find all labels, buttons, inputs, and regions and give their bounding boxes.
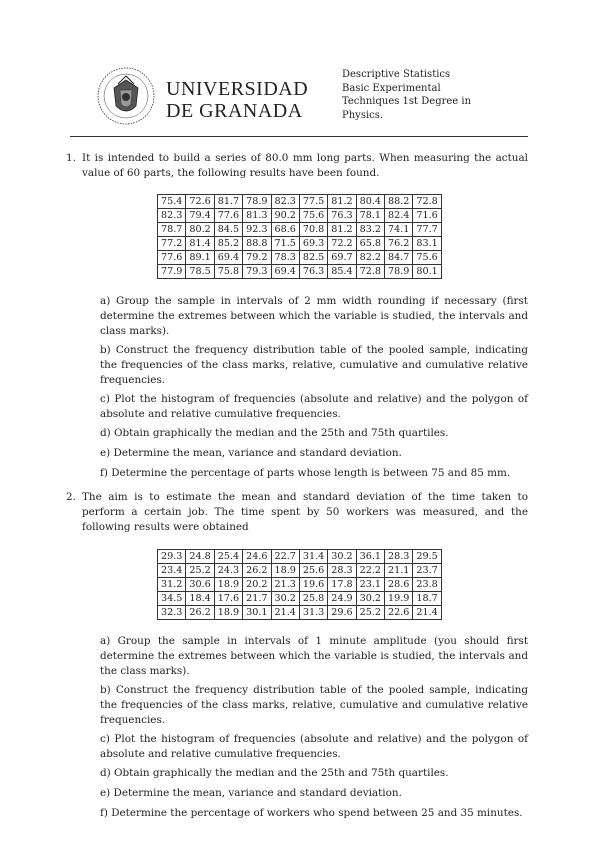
table-row [158, 251, 442, 265]
table-cell: 77.6 [158, 251, 186, 265]
university-name-line2: DE GRANADA [166, 100, 303, 122]
course-line: Physics. [342, 109, 384, 121]
table-cell: 21.4 [271, 606, 299, 620]
table-cell: 26.2 [243, 564, 271, 578]
question-number: 2. [66, 491, 76, 503]
table-cell: 83.2 [356, 223, 384, 237]
table-cell: 69.3 [299, 237, 327, 251]
question-number: 1. [66, 152, 76, 164]
table-cell: 80.4 [356, 195, 384, 209]
table-cell: 77.9 [158, 265, 186, 279]
table-cell: 72.6 [186, 195, 214, 209]
table-cell: 23.8 [413, 578, 441, 592]
table-cell: 77.6 [214, 209, 242, 223]
table-cell: 28.3 [385, 550, 413, 564]
table-cell: 36.1 [356, 550, 384, 564]
table-cell: 68.6 [271, 223, 299, 237]
table-row [158, 223, 442, 237]
table-cell: 92.3 [243, 223, 271, 237]
table-cell: 23.4 [158, 564, 186, 578]
table-cell: 78.9 [243, 195, 271, 209]
table-cell: 75.6 [413, 251, 441, 265]
table-cell: 81.2 [328, 195, 356, 209]
table-cell: 32.3 [158, 606, 186, 620]
table-cell: 82.3 [271, 195, 299, 209]
table-cell: 18.9 [271, 564, 299, 578]
table-cell: 24.6 [243, 550, 271, 564]
table-cell: 77.7 [413, 223, 441, 237]
table-cell: 79.3 [243, 265, 271, 279]
table-cell: 80.2 [186, 223, 214, 237]
question-1-data-table [157, 194, 442, 279]
table-cell: 29.5 [413, 550, 441, 564]
table-cell: 21.7 [243, 592, 271, 606]
table-row [158, 237, 442, 251]
table-cell: 80.1 [413, 265, 441, 279]
table-cell: 76.3 [328, 209, 356, 223]
table-cell: 81.2 [328, 223, 356, 237]
table-cell: 85.4 [328, 265, 356, 279]
table-row [158, 265, 442, 279]
table-cell: 18.4 [186, 592, 214, 606]
q1-part-d: d) Obtain graphically the median and the 25th and 75th quartiles. [100, 427, 449, 439]
question-2-intro [66, 490, 528, 535]
table-row [158, 564, 442, 578]
table-cell: 72.2 [328, 237, 356, 251]
table-cell: 81.3 [243, 209, 271, 223]
university-name-line1: UNIVERSIDAD [166, 78, 309, 100]
q2-part-a: a) Group the sample in intervals of 1 minute amplitude (you should first determine the extremes between which the variable is studied, the intervals and the class marks). [100, 635, 528, 677]
table-cell: 30.2 [271, 592, 299, 606]
table-cell: 82.4 [385, 209, 413, 223]
table-cell: 29.6 [328, 606, 356, 620]
table-cell: 78.1 [356, 209, 384, 223]
table-cell: 23.1 [356, 578, 384, 592]
table-cell: 25.2 [186, 564, 214, 578]
table-cell: 78.9 [385, 265, 413, 279]
table-cell: 76.2 [385, 237, 413, 251]
table-cell: 20.2 [243, 578, 271, 592]
university-name [166, 78, 308, 122]
table-cell: 78.3 [271, 251, 299, 265]
table-cell: 77.2 [158, 237, 186, 251]
table-cell: 77.5 [299, 195, 327, 209]
table-cell: 30.6 [186, 578, 214, 592]
table-cell: 25.4 [214, 550, 242, 564]
q1-part-c: c) Plot the histogram of frequencies (absolute and relative) and the polygon of absolute and relative cumulative frequencies. [100, 393, 528, 420]
course-line: Descriptive Statistics [342, 69, 451, 80]
question-1-intro [66, 151, 528, 181]
university-seal-icon [96, 66, 156, 126]
table-cell: 23.7 [413, 564, 441, 578]
table-cell: 30.1 [243, 606, 271, 620]
table-cell: 18.9 [214, 606, 242, 620]
table-cell: 31.3 [299, 606, 327, 620]
table-cell: 79.2 [243, 251, 271, 265]
table-cell: 71.6 [413, 209, 441, 223]
table-cell: 82.2 [356, 251, 384, 265]
table-cell: 22.7 [271, 550, 299, 564]
table-cell: 74.1 [385, 223, 413, 237]
table-cell: 79.4 [186, 209, 214, 223]
table-cell: 69.4 [271, 265, 299, 279]
table-cell: 19.6 [299, 578, 327, 592]
table-cell: 90.2 [271, 209, 299, 223]
table-cell: 31.4 [299, 550, 327, 564]
course-line: Basic Experimental [342, 82, 441, 94]
table-cell: 25.2 [356, 606, 384, 620]
table-row [158, 195, 442, 209]
table-cell: 84.7 [385, 251, 413, 265]
q1-part-e: e) Determine the mean, variance and standard deviation. [100, 447, 402, 459]
table-cell: 69.4 [214, 251, 242, 265]
table-cell: 70.8 [299, 223, 327, 237]
q2-part-d: d) Obtain graphically the median and the 25th and 75th quartiles. [100, 767, 449, 779]
table-cell: 22.2 [356, 564, 384, 578]
table-cell: 85.2 [214, 237, 242, 251]
table-cell: 28.3 [328, 564, 356, 578]
table-cell: 83.1 [413, 237, 441, 251]
table-cell: 24.8 [186, 550, 214, 564]
course-info [342, 68, 532, 122]
table-cell: 28.6 [385, 578, 413, 592]
table-cell: 30.2 [356, 592, 384, 606]
table-cell: 72.8 [356, 265, 384, 279]
table-cell: 88.8 [243, 237, 271, 251]
q2-part-c: c) Plot the histogram of frequencies (absolute and relative) and the polygon of absolute and relative cumulative frequencies. [100, 733, 528, 760]
table-cell: 84.5 [214, 223, 242, 237]
table-cell: 18.9 [214, 578, 242, 592]
table-cell: 34.5 [158, 592, 186, 606]
table-cell: 21.1 [385, 564, 413, 578]
table-cell: 78.5 [186, 265, 214, 279]
q1-part-a: a) Group the sample in intervals of 2 mm width rounding if necessary (first determine the extremes between which the variable is studied, the intervals and class marks). [100, 295, 528, 337]
question-2-data-table [157, 549, 442, 620]
table-cell: 75.8 [214, 265, 242, 279]
table-cell: 25.8 [299, 592, 327, 606]
table-cell: 17.8 [328, 578, 356, 592]
table-row [158, 209, 442, 223]
table-cell: 81.7 [214, 195, 242, 209]
q1-part-f: f) Determine the percentage of parts whose length is between 75 and 85 mm. [100, 467, 511, 479]
table-cell: 82.3 [158, 209, 186, 223]
q2-part-e: e) Determine the mean, variance and standard deviation. [100, 787, 402, 799]
table-cell: 30.2 [328, 550, 356, 564]
table-cell: 22.6 [385, 606, 413, 620]
question-text: The aim is to estimate the mean and standard deviation of the time taken to perform a certain job. The time spent by 50 workers was measured, and the following results were obtained [82, 491, 528, 533]
table-cell: 75.6 [299, 209, 327, 223]
table-cell: 72.8 [413, 195, 441, 209]
table-cell: 75.4 [158, 195, 186, 209]
table-cell: 89.1 [186, 251, 214, 265]
header-divider [70, 136, 528, 137]
table-cell: 29.3 [158, 550, 186, 564]
table-cell: 69.7 [328, 251, 356, 265]
table-row [158, 592, 442, 606]
table-cell: 76.3 [299, 265, 327, 279]
table-cell: 82.5 [299, 251, 327, 265]
course-line: Techniques 1st Degree in [342, 96, 472, 107]
q2-part-f: f) Determine the percentage of workers who spend between 25 and 35 minutes. [100, 807, 523, 819]
table-cell: 81.4 [186, 237, 214, 251]
table-cell: 31.2 [158, 578, 186, 592]
table-cell: 21.3 [271, 578, 299, 592]
q2-part-b: b) Construct the frequency distribution table of the pooled sample, indicating the frequencies of the class marks, relative, cumulative and cumulative relative frequencies. [100, 684, 528, 726]
q1-part-b: b) Construct the frequency distribution table of the pooled sample, indicating the frequencies of the class marks, relative, cumulative and cumulative relative frequencies. [100, 344, 528, 386]
table-cell: 18.7 [413, 592, 441, 606]
table-row [158, 606, 442, 620]
table-cell: 17.6 [214, 592, 242, 606]
table-cell: 24.9 [328, 592, 356, 606]
table-cell: 19.9 [385, 592, 413, 606]
question-text: It is intended to build a series of 80.0 mm long parts. When measuring the actual value of 60 parts, the following results have been found. [82, 152, 528, 179]
table-cell: 25.6 [299, 564, 327, 578]
document-header [96, 64, 526, 130]
table-row [158, 550, 442, 564]
table-cell: 88.2 [385, 195, 413, 209]
table-cell: 26.2 [186, 606, 214, 620]
table-row [158, 578, 442, 592]
table-cell: 21.4 [413, 606, 441, 620]
table-cell: 78.7 [158, 223, 186, 237]
table-cell: 71.5 [271, 237, 299, 251]
table-cell: 24.3 [214, 564, 242, 578]
table-cell: 65.8 [356, 237, 384, 251]
